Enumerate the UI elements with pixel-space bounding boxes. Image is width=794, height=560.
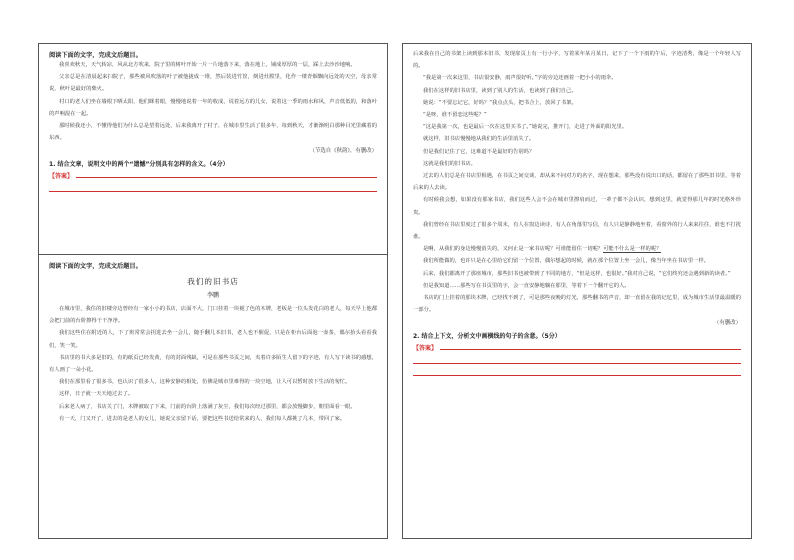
passage-instruction: 阅读下面的文字，完成文后题目。 <box>49 52 142 59</box>
passage-paragraph: 过去的人们总是在书店里相遇，在书页之间交谈，却从来不问对方的名字，现在想来，那些没有说出口的话，都留在了那些旧书里，等着后来的人去读。 <box>413 173 741 192</box>
reading-passage-1 <box>39 44 387 255</box>
left-column <box>38 43 388 539</box>
passage-paragraph: 后来我在自己的书架上读到那本旧书，发现扉页上有一行小字，写着某年某月某日，记下了一个下雨的午后，字迹清秀，像是一个年轻人写的。 <box>413 51 741 70</box>
answer-line[interactable] <box>440 349 741 350</box>
passage-paragraph: 这样，日子就一天天地过去了。 <box>59 391 134 398</box>
question-2: 2. 结合上下文，分析文中画横线的句子的含意。（5分） <box>413 333 561 341</box>
passage-author: 李鹏 <box>206 292 220 299</box>
passage-paragraph: 这就是我们的旧书店。 <box>423 160 476 167</box>
passage-paragraph: 我们在那里看了很多书，也认识了很多人，这种安静的相处，仿佛是城市里难得的一块空地，让人可以暂时放下生活的匆忙。 <box>59 379 351 386</box>
passage-paragraph: “我是第一次来这里，书店很安静，雨声很好听。”字的旁边还画着一把小小的雨伞。 <box>423 75 617 82</box>
answer-label: 【答案】 <box>49 173 74 181</box>
passage-paragraph: 但是我知道……那些写在书页里的字，会一直安静地躺在那里，等着下一个翻开它的人。 <box>423 282 630 289</box>
answer-label: 【答案】 <box>413 345 438 353</box>
passage-paragraph: 后来，我们都离开了那座城市，那些旧书也被带到了不同的地方，“但是这样，也很好。”我对自己说，“它们终究还会遇到新的读者。” <box>423 270 731 277</box>
answer-line[interactable] <box>413 363 741 364</box>
answer-row <box>413 343 741 352</box>
reading-passage-2-continued <box>403 44 751 538</box>
passage-paragraph: 父亲总是在清晨起来扫院子，那些被风吹落的叶子被他拢成一堆，然后装进竹筐，倒进灶膛里，化作一缕青烟飘向远处的天空，母亲常说，秋叶是最好的柴火。 <box>49 74 377 93</box>
passage-title: 我们的旧书店 <box>187 277 239 286</box>
passage-paragraph: 书店里的书大多是旧的，有的纸页已经发黄，有的封面残缺，可是在那些书页之间，夹着许多陌生人留下的字迹，有人写下读书的感想，有人画了一朵小花。 <box>49 354 377 374</box>
passage-source: （有删改） <box>714 320 741 327</box>
underlined-sentence: 可能不什么是一样的呢？ <box>603 246 662 253</box>
passage-paragraph: 有时候我会想，如果没有那家书店，我们这些人会不会在城市里擦肩而过，一辈子都不会认识，想到这里，就觉得那几年的时光格外珍贵。 <box>413 197 741 216</box>
passage-paragraph: 就这样，旧书店慢慢地从我们的生活里消失了。 <box>423 136 535 143</box>
passage-paragraph: 我们在这样的旧书店里，读到了别人的生活，也读到了我们自己。 <box>423 87 577 94</box>
passage-paragraph: 她说：“不要忘记它，好吗？”我点点头，把书合上，放回了书架。 <box>423 99 577 106</box>
answer-line[interactable] <box>49 191 377 192</box>
passage-paragraph <box>413 243 741 255</box>
passage-paragraph: 我们所能做的，也许只是在心里给它们留一个位置，偶尔想起的时候，就在那个位置上坐一会儿，像当年坐在书店里一样。 <box>423 258 710 265</box>
passage-paragraph: 有一天，门又开了，进去的是老人的女儿，她说父亲留下话，要把这些书送给常来的人，我们每人都挑了几本，带回了家。 <box>59 415 346 422</box>
passage-paragraph: “这是我第一次，也是最后一次在这里买书了。”她说完，推开门，走进了外面的阳光里。 <box>423 124 628 131</box>
answer-line[interactable] <box>413 375 741 376</box>
answer-row <box>49 171 377 180</box>
right-column <box>402 43 752 539</box>
passage-paragraph: 我们曾经在书店里度过了很多个周末，有人在窗边读诗，有人在角落里写信，有人只是静静地坐着，看窗外的行人来来往往，谁也不打扰谁。 <box>413 221 741 241</box>
passage-paragraph: 我喜欢秋天，天气转凉，风从北方吹来，院子里的树叶开始一片一片地落下来，落在地上，铺成厚厚的一层，踩上去沙沙地响。 <box>59 62 356 68</box>
passage-paragraph: 但是我们记住了它，这难道不是最好的告别吗？ <box>423 148 535 155</box>
passage-paragraph: 村口的老人们坐在墙根下晒太阳，他们眯着眼，慢慢地说着一年的收成，说着远方的儿女，说着这一季的雨水和风，声音低低的，和落叶的声响混在一起。 <box>49 98 377 117</box>
passage-paragraph: 那时候我还小，不懂得他们为什么总是望着远处，后来我离开了村子，在城市里生活了很多年，每到秋天，才渐渐明白那种目光里藏着的东西。 <box>49 123 377 142</box>
answer-line[interactable] <box>76 177 377 178</box>
passage-instruction: 阅读下面的文字，完成文后题目。 <box>49 263 142 270</box>
passage-paragraph: 我们这些住在附近的人，下了班常常会拐进去坐一会儿，随手翻几本旧书，老人也不催促，只是在柜台后面泡一壶茶，偶尔抬头看看我们，笑一笑。 <box>49 330 377 349</box>
passage-paragraph: “是呀，谁不留恋这些呢？” <box>423 112 487 119</box>
question-1: 1. 结合文章，说明文中的两个“遗憾”分别具有怎样的含义。（4分） <box>49 161 229 169</box>
passage-text: 是啊，从我们的身边慢慢消失的，又何止是一家书店呢？可谁能留住一切呢？ <box>423 246 604 253</box>
reading-passage-2 <box>39 255 387 538</box>
passage-paragraph: 在城市里，我住的旧楼旁边曾经有一家小小的书店，店面不大，门口挂着一块褪了色的木牌，老板是一位头发花白的老人，每天早上他都会把门前的台阶擦得干干净净。 <box>49 306 377 325</box>
passage-paragraph: 后来老人病了，书店关了门，木牌被取了下来，门前的台阶上落满了灰尘，我们每次经过那里，都会放慢脚步，朝里面看一眼。 <box>59 403 356 410</box>
passage-paragraph: 书店的门上挂着的那块木牌，已经找不到了，可是那些夜晚的灯光，那些翻书的声音，却一直留在我的记忆里，成为城市生活里最温暖的一部分。 <box>413 295 741 314</box>
passage-source: （节选自《秋韵》，有删改） <box>309 148 377 155</box>
